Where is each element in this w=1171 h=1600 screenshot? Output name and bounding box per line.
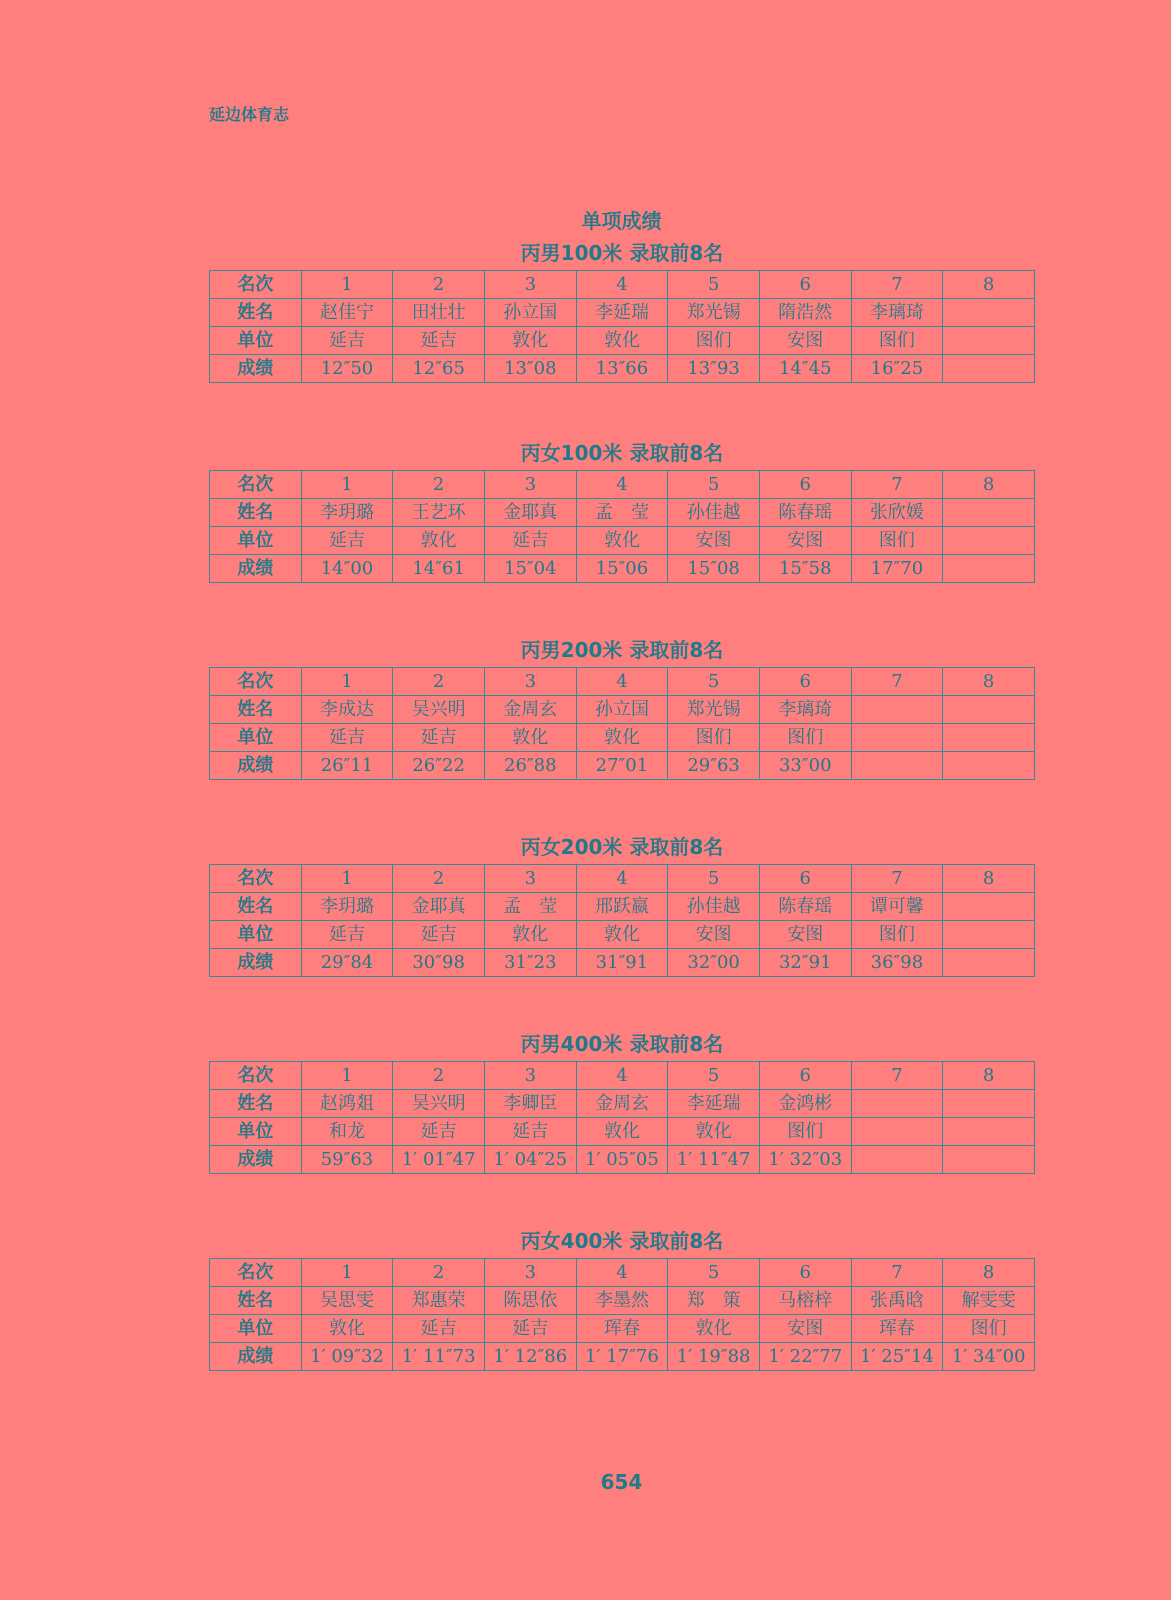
table-cell: 王艺环 <box>393 499 485 527</box>
table-cell: 敦化 <box>576 327 668 355</box>
event-section <box>209 436 1035 583</box>
rank-row <box>210 1062 1035 1090</box>
table-cell: 谭可馨 <box>851 893 943 921</box>
unit-row <box>210 724 1035 752</box>
table-cell <box>943 921 1035 949</box>
results-table <box>209 470 1035 583</box>
table-cell <box>943 1090 1035 1118</box>
rank-row <box>210 271 1035 299</box>
table-cell <box>943 1118 1035 1146</box>
name-row <box>210 1090 1035 1118</box>
table-cell: 33″00 <box>759 752 851 780</box>
table-cell: 孙佳越 <box>668 893 760 921</box>
table-cell: 安图 <box>759 1315 851 1343</box>
unit-row <box>210 527 1035 555</box>
table-cell: 安图 <box>668 921 760 949</box>
event-section <box>209 236 1035 383</box>
table-cell: 2 <box>393 1259 485 1287</box>
table-cell: 李延瑞 <box>668 1090 760 1118</box>
table-cell <box>943 355 1035 383</box>
table-cell: 金耶真 <box>484 499 576 527</box>
table-cell: 敦化 <box>393 527 485 555</box>
table-cell: 延吉 <box>484 1118 576 1146</box>
table-cell: 邢跃嬴 <box>576 893 668 921</box>
row-label: 单位 <box>210 724 302 752</box>
row-label: 单位 <box>210 1118 302 1146</box>
result-row <box>210 949 1035 977</box>
table-cell: 6 <box>759 471 851 499</box>
row-label: 姓名 <box>210 1287 302 1315</box>
table-cell: 31″91 <box>576 949 668 977</box>
rank-row <box>210 471 1035 499</box>
row-label: 名次 <box>210 471 302 499</box>
table-cell: 孙佳越 <box>668 499 760 527</box>
table-cell: 8 <box>943 271 1035 299</box>
name-row <box>210 696 1035 724</box>
table-cell: 5 <box>668 271 760 299</box>
event-title: 丙女200米 录取前8名 <box>520 835 724 859</box>
table-cell: 吴兴明 <box>393 696 485 724</box>
table-cell: 李璃琦 <box>759 696 851 724</box>
row-label: 成绩 <box>210 752 302 780</box>
table-cell: 孟 莹 <box>576 499 668 527</box>
table-cell: 延吉 <box>484 527 576 555</box>
table-cell <box>851 1090 943 1118</box>
table-cell: 1′ 04″25 <box>484 1146 576 1174</box>
row-label: 单位 <box>210 327 302 355</box>
name-row <box>210 299 1035 327</box>
event-title: 丙女400米 录取前8名 <box>520 1229 724 1253</box>
table-cell: 金鸿彬 <box>759 1090 851 1118</box>
table-cell: 郑光锡 <box>668 299 760 327</box>
table-cell: 郑光锡 <box>668 696 760 724</box>
table-cell: 延吉 <box>301 921 393 949</box>
table-cell: 4 <box>576 271 668 299</box>
rank-row <box>210 865 1035 893</box>
table-cell: 13″08 <box>484 355 576 383</box>
table-cell: 金周玄 <box>576 1090 668 1118</box>
table-cell: 26″11 <box>301 752 393 780</box>
table-cell: 59″63 <box>301 1146 393 1174</box>
table-cell: 张禹晗 <box>851 1287 943 1315</box>
table-cell <box>851 696 943 724</box>
table-cell: 吴兴明 <box>393 1090 485 1118</box>
table-cell: 图们 <box>668 724 760 752</box>
name-row <box>210 893 1035 921</box>
name-row <box>210 1287 1035 1315</box>
table-cell: 15″04 <box>484 555 576 583</box>
event-section <box>209 633 1035 780</box>
table-cell: 孙立国 <box>576 696 668 724</box>
table-cell: 5 <box>668 1062 760 1090</box>
table-cell: 2 <box>393 471 485 499</box>
results-table <box>209 667 1035 780</box>
table-cell <box>943 724 1035 752</box>
table-cell <box>851 1146 943 1174</box>
event-title: 丙男200米 录取前8名 <box>520 638 724 662</box>
table-cell: 图们 <box>851 921 943 949</box>
row-label: 单位 <box>210 527 302 555</box>
table-cell: 陈春瑶 <box>759 499 851 527</box>
table-cell: 29″84 <box>301 949 393 977</box>
table-cell: 隋浩然 <box>759 299 851 327</box>
table-cell: 30″98 <box>393 949 485 977</box>
table-cell: 敦化 <box>668 1118 760 1146</box>
result-row <box>210 355 1035 383</box>
table-cell: 4 <box>576 1259 668 1287</box>
table-cell <box>943 949 1035 977</box>
table-cell: 1′ 32″03 <box>759 1146 851 1174</box>
row-label: 名次 <box>210 271 302 299</box>
table-cell: 1′ 17″76 <box>576 1343 668 1371</box>
table-cell: 8 <box>943 668 1035 696</box>
unit-row <box>210 921 1035 949</box>
result-row <box>210 555 1035 583</box>
row-label: 姓名 <box>210 1090 302 1118</box>
result-row <box>210 1146 1035 1174</box>
table-cell: 1′ 01″47 <box>393 1146 485 1174</box>
table-cell: 1′ 34″00 <box>943 1343 1035 1371</box>
row-label: 名次 <box>210 865 302 893</box>
table-cell: 15″06 <box>576 555 668 583</box>
table-cell: 2 <box>393 668 485 696</box>
table-cell: 7 <box>851 668 943 696</box>
table-cell: 李卿臣 <box>484 1090 576 1118</box>
table-cell: 李玥璐 <box>301 499 393 527</box>
table-cell: 1′ 11″73 <box>393 1343 485 1371</box>
table-cell: 和龙 <box>301 1118 393 1146</box>
table-cell: 延吉 <box>393 327 485 355</box>
table-cell: 图们 <box>668 327 760 355</box>
table-cell: 12″50 <box>301 355 393 383</box>
table-cell: 图们 <box>759 724 851 752</box>
table-cell <box>851 724 943 752</box>
table-cell <box>851 1118 943 1146</box>
table-cell: 2 <box>393 271 485 299</box>
row-label: 名次 <box>210 1259 302 1287</box>
table-cell: 1 <box>301 471 393 499</box>
table-cell: 12″65 <box>393 355 485 383</box>
table-cell: 16″25 <box>851 355 943 383</box>
table-cell: 3 <box>484 271 576 299</box>
table-cell: 延吉 <box>301 724 393 752</box>
table-cell: 敦化 <box>484 921 576 949</box>
table-cell: 27″01 <box>576 752 668 780</box>
table-cell: 1′ 25″14 <box>851 1343 943 1371</box>
table-cell: 3 <box>484 865 576 893</box>
row-label: 成绩 <box>210 949 302 977</box>
table-cell <box>943 527 1035 555</box>
table-cell: 5 <box>668 865 760 893</box>
table-cell: 29″63 <box>668 752 760 780</box>
table-cell <box>943 499 1035 527</box>
table-cell: 敦化 <box>576 1118 668 1146</box>
table-cell: 1′ 12″86 <box>484 1343 576 1371</box>
table-cell: 陈思依 <box>484 1287 576 1315</box>
table-cell: 8 <box>943 1062 1035 1090</box>
row-label: 成绩 <box>210 1343 302 1371</box>
table-cell: 李玥璐 <box>301 893 393 921</box>
table-cell: 李成达 <box>301 696 393 724</box>
table-cell: 14″00 <box>301 555 393 583</box>
table-cell: 图们 <box>851 527 943 555</box>
table-cell: 8 <box>943 1259 1035 1287</box>
table-cell <box>943 696 1035 724</box>
table-cell: 7 <box>851 471 943 499</box>
table-cell: 4 <box>576 865 668 893</box>
event-section <box>209 1224 1035 1371</box>
table-cell: 14″45 <box>759 355 851 383</box>
table-cell: 陈春瑶 <box>759 893 851 921</box>
table-cell: 17″70 <box>851 555 943 583</box>
row-label: 姓名 <box>210 893 302 921</box>
table-cell: 延吉 <box>301 527 393 555</box>
table-cell: 6 <box>759 865 851 893</box>
table-cell: 6 <box>759 668 851 696</box>
table-cell: 3 <box>484 1259 576 1287</box>
table-cell: 6 <box>759 1259 851 1287</box>
table-cell: 1′ 09″32 <box>301 1343 393 1371</box>
table-cell: 1′ 19″88 <box>668 1343 760 1371</box>
table-cell <box>851 752 943 780</box>
table-cell: 1 <box>301 1259 393 1287</box>
table-cell: 31″23 <box>484 949 576 977</box>
table-cell: 延吉 <box>393 1118 485 1146</box>
table-cell: 15″58 <box>759 555 851 583</box>
event-section <box>209 830 1035 977</box>
table-cell: 敦化 <box>484 724 576 752</box>
event-title: 丙男100米 录取前8名 <box>520 241 724 265</box>
table-cell: 3 <box>484 1062 576 1090</box>
table-cell: 13″66 <box>576 355 668 383</box>
table-cell: 郑惠荣 <box>393 1287 485 1315</box>
table-cell: 3 <box>484 668 576 696</box>
table-cell: 1′ 05″05 <box>576 1146 668 1174</box>
row-label: 单位 <box>210 1315 302 1343</box>
row-label: 单位 <box>210 921 302 949</box>
name-row <box>210 499 1035 527</box>
row-label: 姓名 <box>210 499 302 527</box>
table-cell <box>943 299 1035 327</box>
table-cell: 7 <box>851 1259 943 1287</box>
event-title: 丙女100米 录取前8名 <box>520 441 724 465</box>
row-label: 名次 <box>210 668 302 696</box>
table-cell: 1′ 11″47 <box>668 1146 760 1174</box>
table-cell: 敦化 <box>301 1315 393 1343</box>
table-cell: 延吉 <box>393 1315 485 1343</box>
table-cell: 赵佳宁 <box>301 299 393 327</box>
row-label: 姓名 <box>210 696 302 724</box>
table-cell: 李延瑞 <box>576 299 668 327</box>
table-cell: 13″93 <box>668 355 760 383</box>
table-cell: 6 <box>759 271 851 299</box>
table-cell: 4 <box>576 471 668 499</box>
table-cell: 田壮壮 <box>393 299 485 327</box>
rank-row <box>210 668 1035 696</box>
unit-row <box>210 1315 1035 1343</box>
table-cell: 安图 <box>759 921 851 949</box>
event-title: 丙男400米 录取前8名 <box>520 1032 724 1056</box>
table-cell <box>943 327 1035 355</box>
table-cell: 张欣媛 <box>851 499 943 527</box>
table-cell: 敦化 <box>484 327 576 355</box>
table-cell: 郑 策 <box>668 1287 760 1315</box>
table-cell: 4 <box>576 1062 668 1090</box>
table-cell: 36″98 <box>851 949 943 977</box>
table-cell: 2 <box>393 1062 485 1090</box>
table-cell: 1 <box>301 1062 393 1090</box>
table-cell <box>943 555 1035 583</box>
row-label: 名次 <box>210 1062 302 1090</box>
row-label: 成绩 <box>210 1146 302 1174</box>
page-number: 654 <box>600 1470 643 1494</box>
table-cell: 2 <box>393 865 485 893</box>
table-cell: 14″61 <box>393 555 485 583</box>
table-cell: 延吉 <box>484 1315 576 1343</box>
table-cell: 26″88 <box>484 752 576 780</box>
table-cell: 1 <box>301 271 393 299</box>
unit-row <box>210 1118 1035 1146</box>
running-head: 延边体育志 <box>209 105 290 124</box>
table-cell: 图们 <box>851 327 943 355</box>
table-cell: 32″00 <box>668 949 760 977</box>
table-cell: 敦化 <box>576 921 668 949</box>
result-row <box>210 1343 1035 1371</box>
table-cell: 26″22 <box>393 752 485 780</box>
table-cell: 马榕梓 <box>759 1287 851 1315</box>
row-label: 姓名 <box>210 299 302 327</box>
table-cell: 赵鸿爼 <box>301 1090 393 1118</box>
table-cell: 32″91 <box>759 949 851 977</box>
table-cell: 延吉 <box>393 921 485 949</box>
table-cell: 金耶真 <box>393 893 485 921</box>
table-cell <box>943 893 1035 921</box>
table-cell: 安图 <box>759 327 851 355</box>
table-cell: 李璃琦 <box>851 299 943 327</box>
unit-row <box>210 327 1035 355</box>
table-cell: 5 <box>668 1259 760 1287</box>
table-cell: 3 <box>484 471 576 499</box>
table-cell: 延吉 <box>301 327 393 355</box>
table-cell: 8 <box>943 865 1035 893</box>
table-cell: 金周玄 <box>484 696 576 724</box>
table-cell: 7 <box>851 865 943 893</box>
row-label: 成绩 <box>210 555 302 583</box>
table-cell: 解雯雯 <box>943 1287 1035 1315</box>
table-cell: 图们 <box>759 1118 851 1146</box>
table-cell: 敦化 <box>576 724 668 752</box>
table-cell: 吴思雯 <box>301 1287 393 1315</box>
table-cell: 1 <box>301 865 393 893</box>
results-table <box>209 270 1035 383</box>
table-cell: 4 <box>576 668 668 696</box>
table-cell: 7 <box>851 271 943 299</box>
table-cell: 敦化 <box>668 1315 760 1343</box>
result-row <box>210 752 1035 780</box>
rank-row <box>210 1259 1035 1287</box>
table-cell <box>943 752 1035 780</box>
table-cell: 珲春 <box>576 1315 668 1343</box>
table-cell: 1′ 22″77 <box>759 1343 851 1371</box>
table-cell: 5 <box>668 668 760 696</box>
table-cell: 8 <box>943 471 1035 499</box>
table-cell: 李墨然 <box>576 1287 668 1315</box>
results-table <box>209 864 1035 977</box>
page-title: 单项成绩 <box>581 209 662 233</box>
table-cell: 孟 莹 <box>484 893 576 921</box>
table-cell: 15″08 <box>668 555 760 583</box>
row-label: 成绩 <box>210 355 302 383</box>
table-cell <box>943 1146 1035 1174</box>
table-cell: 敦化 <box>576 527 668 555</box>
table-cell: 7 <box>851 1062 943 1090</box>
table-cell: 珲春 <box>851 1315 943 1343</box>
table-cell: 孙立国 <box>484 299 576 327</box>
table-cell: 安图 <box>759 527 851 555</box>
table-cell: 5 <box>668 471 760 499</box>
table-cell: 6 <box>759 1062 851 1090</box>
results-table <box>209 1258 1035 1371</box>
event-section <box>209 1027 1035 1174</box>
table-cell: 延吉 <box>393 724 485 752</box>
table-cell: 1 <box>301 668 393 696</box>
table-cell: 安图 <box>668 527 760 555</box>
table-cell: 图们 <box>943 1315 1035 1343</box>
results-table <box>209 1061 1035 1174</box>
